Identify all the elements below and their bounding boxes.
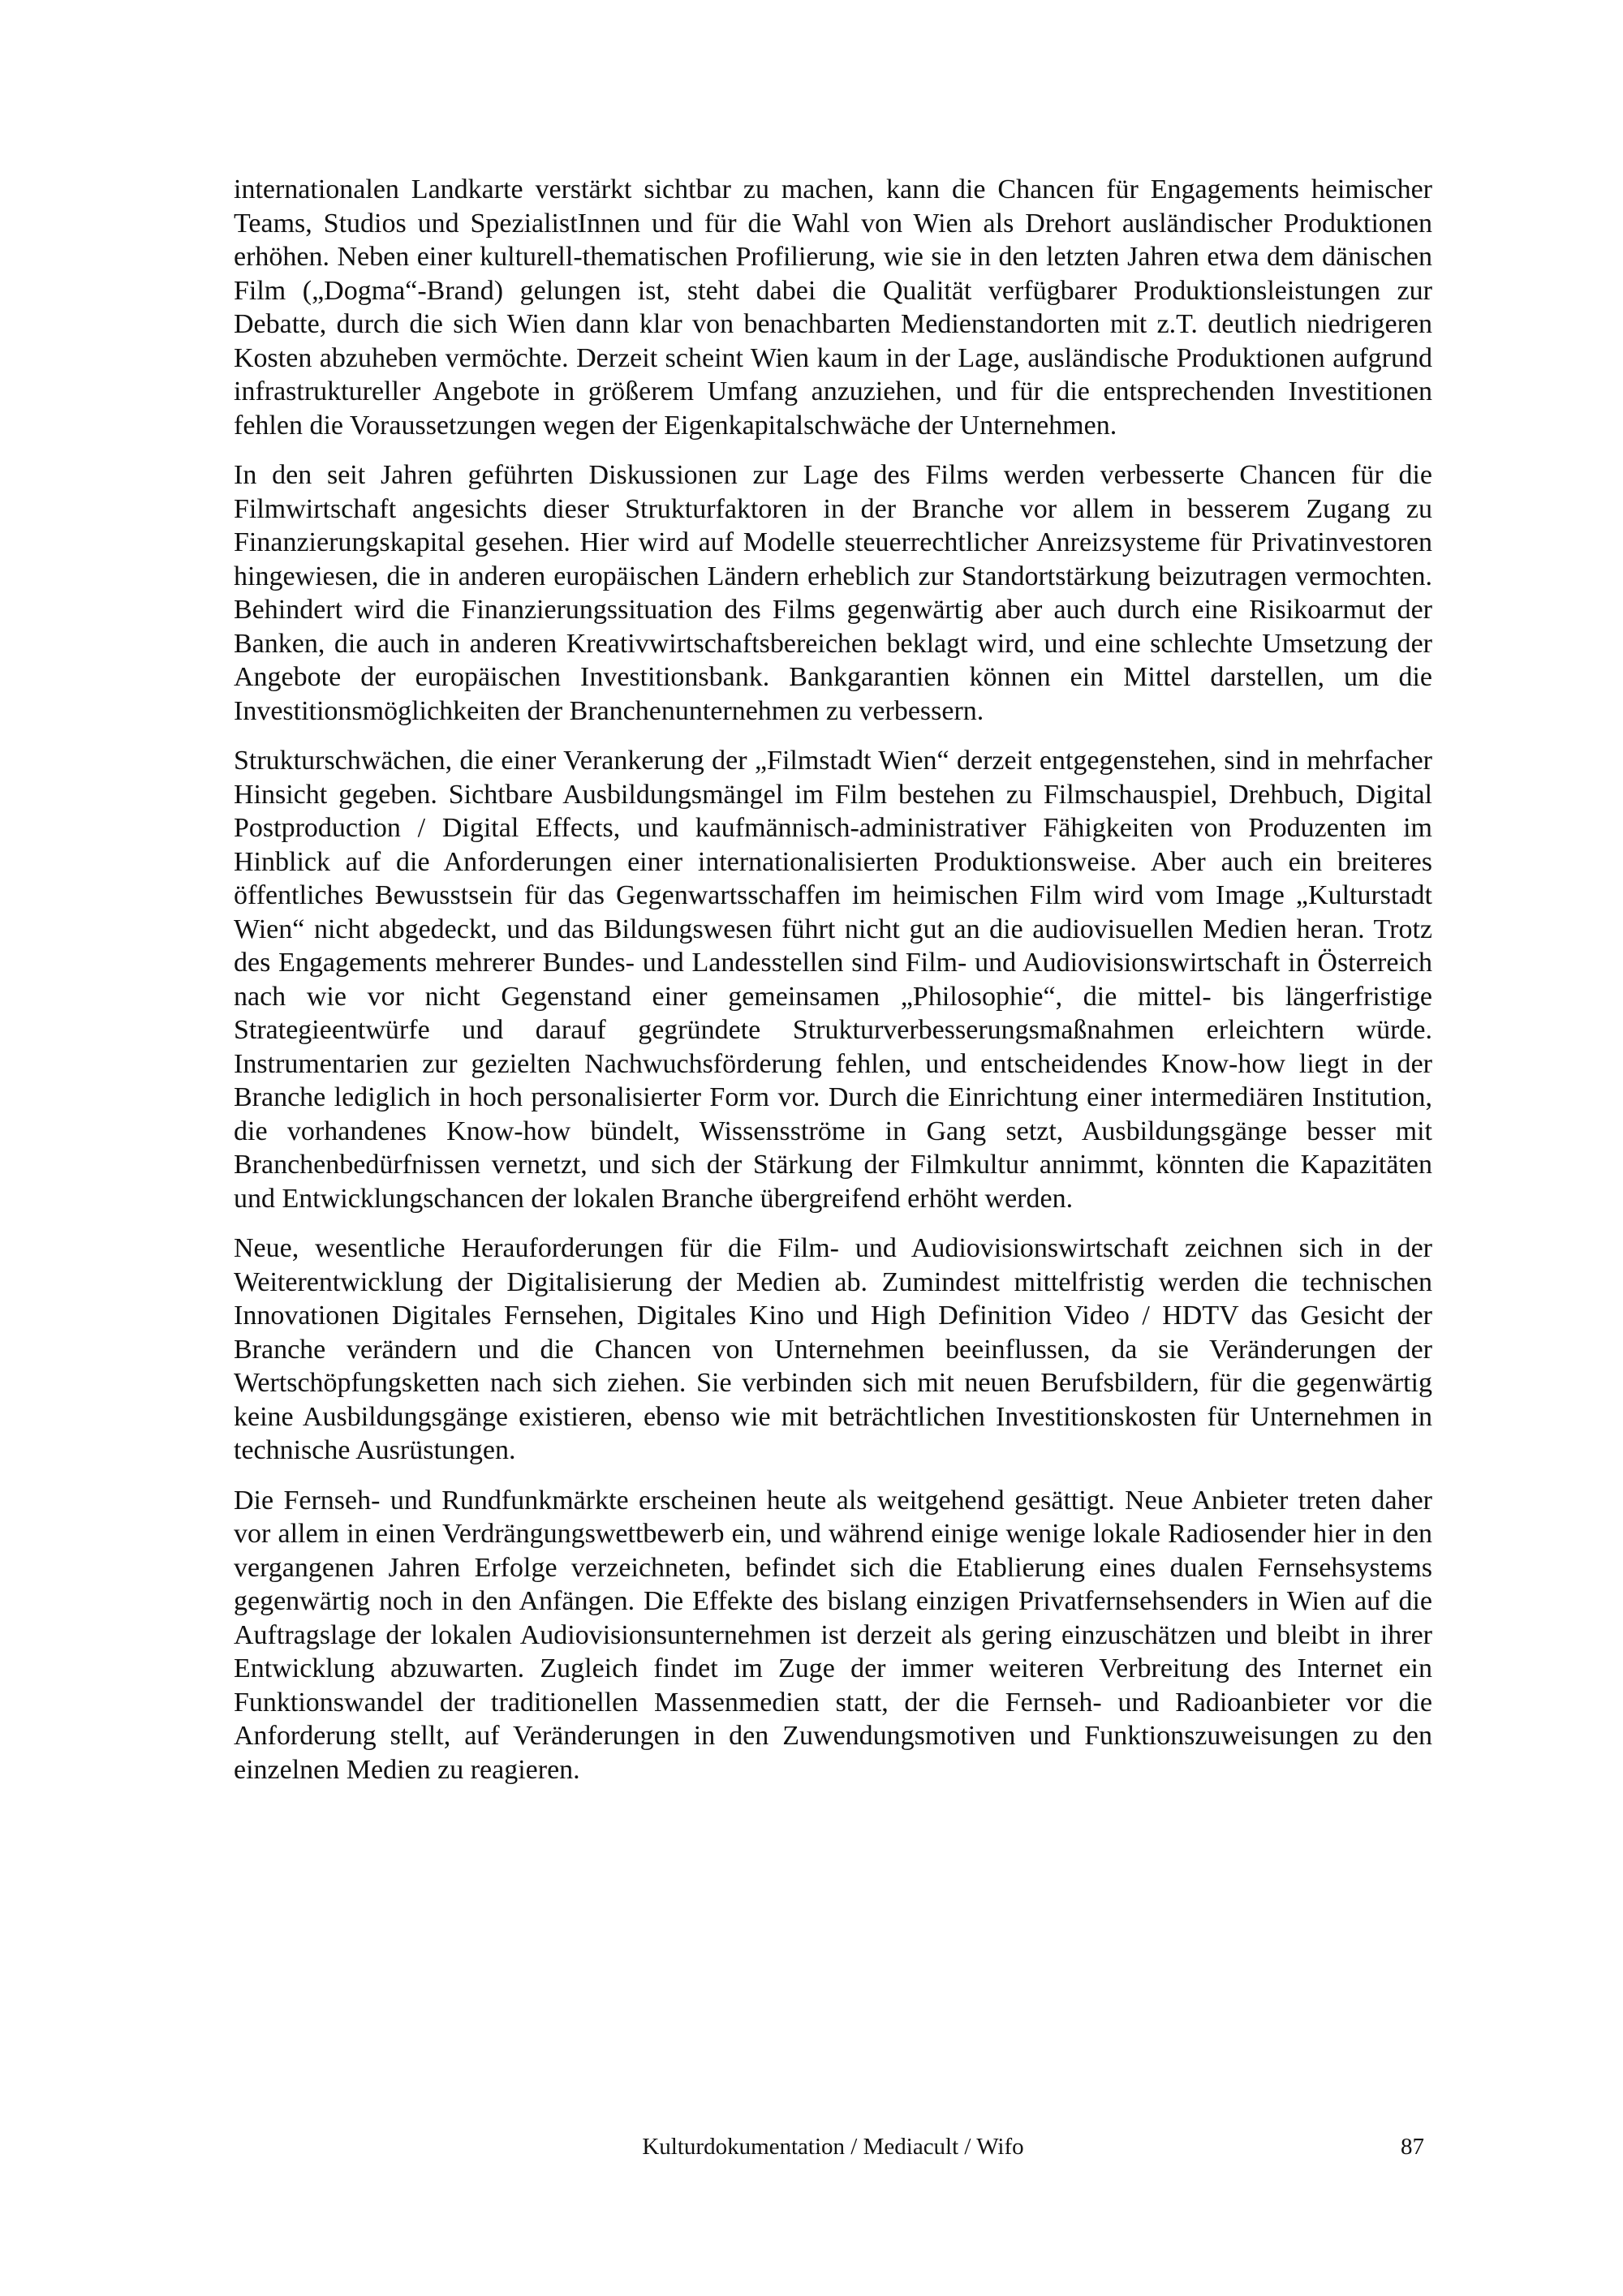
page-footer	[234, 2130, 1432, 2163]
paragraph: In den seit Jahren geführten Diskussionen zur Lage des Films werden verbesserte Chancen für die Filmwirtschaft angesichts dieser Strukturfaktoren in der Branche vor allem in besserem Zugang zu Finanzierungskapital gesehen. Hier wird auf Modelle steuerrechtlicher Anreizsysteme für Privatinvestoren hingewiesen, die in anderen europäischen Ländern erheblich zur Standortstärkung beizutragen vermochten. Behindert wird die Finanzierungssituation des Films gegenwärtig aber auch durch eine Risikoarmut der Banken, die auch in anderen Kreativwirtschaftsbereichen beklagt wird, und eine schlechte Umsetzung der Angebote der europäischen Investitionsbank. Bankgarantien können ein Mittel darstellen, um die Investitionsmöglichkeiten der Branchenunternehmen zu verbessern.	[234, 460, 1432, 726]
paragraph: Strukturschwächen, die einer Verankerung der „Filmstadt Wien“ derzeit entgegenstehen, sind in mehrfacher Hinsicht gegeben. Sichtbare Ausbildungsmängel im Film bestehen zu Filmschauspiel, Drehbuch, Digital Postproduction / Digital Effects, und kaufmännisch-administrativer Fähigkeiten von Produzenten im Hinblick auf die Anforderungen einer internationalisierten Produktionsweise. Aber auch ein breiteres öffentliches Bewusstsein für das Gegenwartsschaffen im heimischen Film wird vom Image „Kulturstadt Wien“ nicht abgedeckt, und das Bildungswesen führt nicht gut an die audiovisuellen Medien heran. Trotz des Engagements mehrerer Bundes- und Landesstellen sind Film- und Audiovisionswirtschaft in Österreich nach wie vor nicht Gegenstand einer gemeinsamen „Philosophie“, die mittel- bis längerfristige Strategieentwürfe und darauf gegründete Strukturverbesserungsmaßnahmen erleichtern würde. Instrumentarien zur gezielten Nachwuchsförderung fehlen, und entscheidendes Know-how liegt in der Branche lediglich in hoch personalisierter Form vor. Durch die Einrichtung einer intermediären Institution, die vorhandenes Know-how bündelt, Wissensströme in Gang setzt, Ausbildungsgänge besser mit Branchenbedürfnissen vernetzt, und sich der Stärkung der Filmkultur annimmt, könnten die Kapazitäten und Entwicklungschancen der lokalen Branche übergreifend erhöht werden.	[234, 746, 1432, 1214]
page-number: 87	[1401, 2134, 1424, 2160]
paragraph: Neue, wesentliche Herauforderungen für die Film- und Audiovisionswirtschaft zeichnen sich in der Weiterentwicklung der Digitalisierung der Medien ab. Zumindest mittelfristig werden die technischen Innovationen Digitales Fernsehen, Digitales Kino und High Definition Video / HDTV das Gesicht der Branche verändern und die Chancen von Unternehmen beeinflussen, da sie Veränderungen der Wertschöpfungsketten nach sich ziehen. Sie verbinden sich mit neuen Berufsbildern, für die gegenwärtig keine Ausbildungsgänge existieren, ebenso wie mit beträchtlichen Investitionskosten für Unternehmen in technische Ausrüstungen.	[234, 1233, 1432, 1465]
paragraph: Die Fernseh- und Rundfunkmärkte erscheinen heute als weitgehend gesättigt. Neue Anbieter treten daher vor allem in einen Verdrängungswettbewerb ein, und während einige wenige lokale Radiosender hier in den vergangenen Jahren Erfolge verzeichneten, befindet sich die Etablierung eines dualen Fernsehsystems gegenwärtig noch in den Anfängen. Die Effekte des bislang einzigen Privatfernsehsenders in Wien auf die Auftragslage der lokalen Audiovisionsunternehmen ist derzeit als gering einzuschätzen und bleibt in ihrer Entwicklung abzuwarten. Zugleich findet im Zuge der immer weiteren Verbreitung des Internet ein Funktionswandel der traditionellen Massenmedien statt, der die Fernseh- und Radioanbieter vor die Anforderung stellt, auf Veränderungen in den Zuwendungsmotiven und Funktionszuweisungen zu den einzelnen Medien zu reagieren.	[234, 1485, 1432, 1785]
paragraph: internationalen Landkarte verstärkt sichtbar zu machen, kann die Chancen für Engagements heimischer Teams, Studios und SpezialistInnen und für die Wahl von Wien als Drehort ausländischer Produktionen erhöhen. Neben einer kulturell-thematischen Profilierung, wie sie in den letzten Jahren etwa dem dänischen Film („Dogma“-Brand) gelungen ist, steht dabei die Qualität verfügbarer Produktionsleistungen zur Debatte, durch die sich Wien dann klar von benachbarten Medienstandorten mit z.T. deutlich niedrigeren Kosten abzuheben vermöchte. Derzeit scheint Wien kaum in der Lage, ausländische Produktionen aufgrund infrastruktureller Angebote in größerem Umfang anzuziehen, und für die entsprechenden Investitionen fehlen die Voraussetzungen wegen der Eigenkapitalschwäche der Unternehmen.	[234, 174, 1432, 441]
body-text	[234, 173, 1432, 1803]
footer-title: Kulturdokumentation / Mediacult / Wifo	[642, 2134, 1024, 2160]
